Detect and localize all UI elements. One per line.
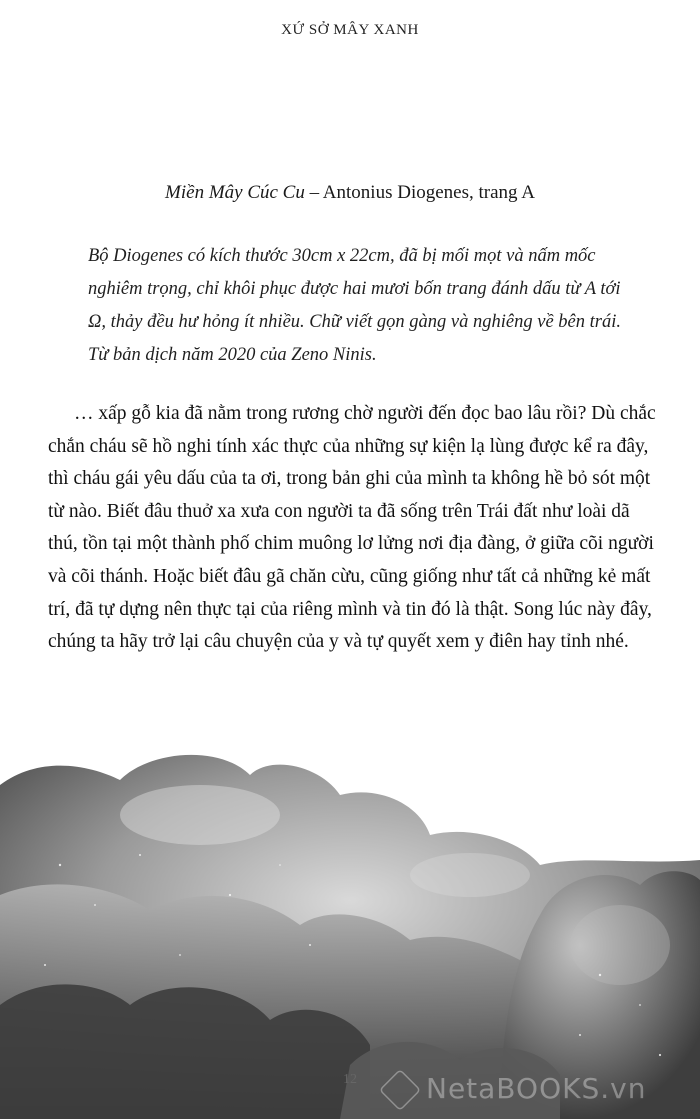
- publisher-watermark: [380, 1070, 646, 1110]
- page-number: 12: [343, 1072, 357, 1087]
- source-citation: [0, 182, 700, 204]
- cloud-illustration: [0, 745, 700, 1119]
- source-work-title: Miền Mây Cúc Cu: [165, 182, 305, 203]
- translator-note: Bộ Diogenes có kích thước 30cm x 22cm, đã bị mối mọt và nấm mốc nghiêm trọng, chỉ khôi phục được hai mươi bốn trang đánh dấu từ A tới Ω, thảy đều hư hỏng ít nhiều. Chữ viết gọn gàng và nghiêng về bên trái. Từ bản dịch năm 2020 của Zeno Ninis.: [88, 246, 621, 365]
- source-author-page: – Antonius Diogenes, trang A: [304, 182, 535, 203]
- running-header: XỨ SỞ MÂY XANH: [281, 22, 419, 38]
- netabooks-logo-icon: [379, 1069, 421, 1111]
- body-paragraph: … xấp gỗ kia đã nằm trong rương chờ người đến đọc bao lâu rồi? Dù chắc chắn cháu sẽ hồ nghi tính xác thực của những sự kiện lạ lùng được kể ra đây, thì cháu gái yêu dấu của ta ơi, trong bản ghi của mình ta không hề bỏ sót một từ nào. Biết đâu thuở xa xưa con người ta đã sống trên Trái đất như loài dã thú, tồn tại một thành phố chim muông lơ lửng nơi địa đàng, ở giữa cõi người và cõi thánh. Hoặc biết đâu gã chăn cừu, cũng giống như tất cả những kẻ mất trí, đã tự dựng nên thực tại của riêng mình và tin đó là thật. Song lúc này đây, chúng ta hãy trở lại câu chuyện của y và tự quyết xem y điên hay tỉnh nhé.: [48, 403, 656, 653]
- watermark-text: NetaBOOKS.vn: [426, 1072, 647, 1105]
